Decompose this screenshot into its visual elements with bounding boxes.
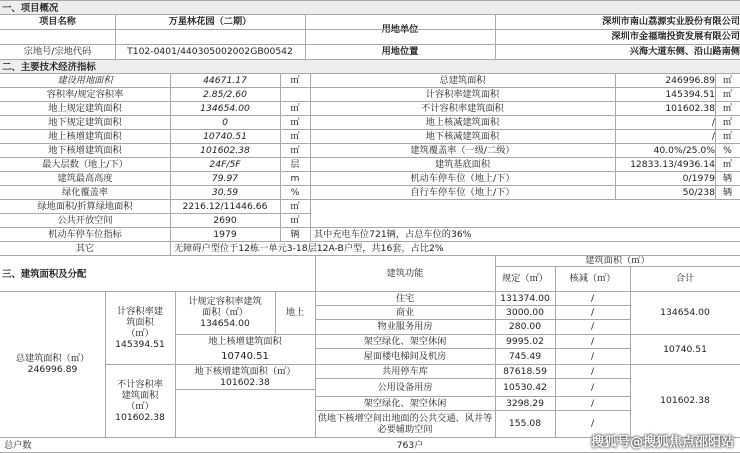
spec-label-2: 面积（㎡）: [202, 307, 248, 318]
indicator-ru: ㎡: [722, 116, 733, 128]
section1-title: 一、项目概况: [2, 3, 59, 14]
households-value: 763户: [396, 439, 424, 451]
sum-below: 101602.38: [660, 395, 710, 406]
project-name-label: 项目名称: [39, 16, 76, 27]
parcel-code: T102-0401/440305002002GB00542: [127, 46, 293, 57]
function-row-a: /: [590, 381, 595, 393]
location: 兴海大道东侧、沿山路南侧: [629, 46, 740, 57]
indicator-lv: 0: [222, 116, 228, 128]
nonfar-label-2: 建筑面积: [121, 389, 159, 401]
land-unit-2: 深圳市金福瑞投资发展有限公司: [611, 31, 740, 42]
nonfar-area-cell: [105, 364, 175, 437]
function-row-s: 3000.00: [506, 306, 544, 318]
indicator-l: 容积率/规定容积率: [46, 88, 124, 100]
other-note: 无障碍户型位于12栋一单元3-18层12A-B户型，共16套，占比2%: [174, 242, 444, 254]
grid-line: [175, 291, 176, 437]
grid-line: [0, 185, 740, 186]
indicator-r: 地上核减建筑面积: [425, 116, 500, 128]
grid-line: [170, 241, 171, 255]
section3-title: 三、建筑面积及分配: [2, 269, 87, 280]
function-row-s: 745.49: [508, 350, 542, 362]
total-area-cell: [0, 291, 105, 437]
function-row-s: 3298.29: [506, 397, 544, 409]
grid-line: [495, 29, 740, 30]
indicator-l: 地下核增建筑面积: [48, 144, 122, 156]
indicator-lv: 134654.00: [200, 102, 250, 114]
indicator-r: 总建筑面积: [439, 74, 486, 86]
indicator-r: 地下核减建筑面积: [425, 130, 500, 142]
grid-line: [0, 0, 740, 1]
far-value: 145394.51: [115, 338, 165, 350]
indicator-l: 建设用地面积: [57, 74, 113, 86]
indicator-lu: 层: [290, 158, 300, 170]
indicator-r: 自行车停车位（地上/下）: [410, 186, 515, 198]
grid-line: [495, 14, 496, 59]
function-row-f: 住宅: [395, 292, 415, 304]
indicator-ru: ㎡: [722, 88, 733, 100]
grid-line: [495, 255, 496, 437]
indicator-lu: ㎡: [290, 130, 300, 142]
indicator-lu: m: [290, 172, 300, 184]
indicator-l: 绿化覆盖率: [62, 186, 108, 198]
function-row-a: /: [590, 397, 595, 409]
grid-line: [175, 334, 740, 335]
function-row-s: 131374.00: [500, 292, 550, 304]
grid-line: [0, 291, 740, 292]
far-label-1: 计容积率建: [117, 305, 163, 317]
grid-line: [315, 378, 630, 379]
grid-line: [555, 266, 556, 437]
indicator-lu: [280, 87, 310, 101]
grid-line: [0, 101, 740, 102]
land-unit-1: 深圳市南山荔源实业股份有限公司: [602, 16, 740, 27]
households-label: 总户数: [4, 439, 32, 451]
indicator-ru: %: [723, 144, 732, 156]
function-row-f: 商业: [395, 306, 415, 318]
total-area-label: 总建筑面积（㎡）: [15, 353, 90, 364]
parking-value: 1979: [213, 228, 237, 240]
watermark: 搜狐号@搜狐焦点邵阳站: [590, 435, 734, 450]
indicator-lu: ㎡: [290, 116, 300, 128]
spec-header: 规定（㎡）: [502, 273, 548, 284]
indicator-lv: 79.97: [211, 172, 239, 184]
below-add-label: 地下核增建筑面积（㎡）: [194, 365, 296, 377]
grid-line: [310, 73, 311, 241]
section1-band: [0, 0, 740, 14]
function-row-f: 共用停车库: [382, 365, 428, 377]
function-row-f: 架空绿化、架空休闲: [363, 397, 447, 409]
indicator-l: 地上核增建筑面积: [48, 130, 122, 142]
indicator-lv: 101602.38: [200, 144, 250, 156]
indicator-r: 机动车停车位（地上/下）: [410, 172, 515, 184]
far-label-2: 筑面积: [126, 316, 154, 328]
project-name: 万星林花园（二期）: [168, 16, 252, 27]
indicator-ru: 辆: [722, 186, 733, 198]
function-row-s: 155.08: [508, 418, 542, 429]
function-row-s: 280.00: [508, 321, 542, 332]
grid-line: [280, 73, 281, 241]
grid-line: [275, 291, 276, 334]
indicator-ru: ㎡: [722, 74, 733, 86]
sum-above: 134654.00: [660, 307, 710, 318]
indicator-l: 地上规定建筑面积: [48, 102, 122, 114]
grid-line: [115, 14, 116, 59]
indicator-lu: %: [290, 186, 300, 198]
green-value: 2216.12/11446.66: [182, 200, 268, 212]
grid-line: [170, 73, 171, 241]
indicator-lv: 24F/5F: [209, 158, 241, 170]
grid-line: [0, 157, 740, 158]
grid-line: [0, 14, 740, 15]
grid-line: [0, 44, 740, 45]
public-value: 2690: [213, 214, 237, 226]
function-row-f: 架空绿化、架空休闲: [363, 335, 447, 347]
function-row-s: 9995.02: [506, 335, 544, 347]
spec-label-1: 计规定容积率建筑: [188, 296, 262, 307]
indicator-rv: /: [711, 130, 715, 142]
grid-line: [315, 305, 630, 306]
indicator-rv: /: [711, 116, 715, 128]
function-row-a: /: [590, 321, 595, 332]
grid-line: [615, 73, 616, 199]
grid-line: [630, 266, 631, 437]
section2-title: 二、主要技术经济指标: [2, 62, 96, 73]
parcel-label: 宗地号/宗地代码: [23, 46, 92, 57]
above-add-label: 地上核增建筑面积: [208, 335, 282, 347]
grid-line: [0, 115, 740, 116]
function-row-a: /: [590, 292, 595, 304]
above-ground-label: 地上: [285, 307, 305, 318]
indicator-lv: 2.85/2.60: [202, 88, 247, 100]
nonfar-label-3: （㎡）: [126, 400, 154, 412]
grid-line: [105, 364, 740, 365]
section2-band: [0, 59, 740, 73]
location-label: 用地位置: [381, 46, 419, 57]
grid-line: [315, 410, 630, 411]
grid-line: [0, 241, 740, 242]
indicator-ru: ㎡: [722, 102, 733, 114]
function-row-a: /: [590, 306, 595, 318]
public-label: 公共开放空间: [57, 214, 113, 226]
indicator-ru: ㎡: [722, 130, 733, 142]
spec-far-cell: [175, 291, 275, 334]
grid-line: [315, 319, 630, 320]
grid-line: [305, 14, 306, 59]
grid-line: [715, 73, 716, 199]
indicator-lu: ㎡: [290, 102, 300, 114]
indicator-lu: ㎡: [290, 74, 300, 86]
adjust-header: 核减（㎡）: [569, 273, 616, 284]
grid-line: [0, 129, 740, 130]
indicator-rv: 145394.51: [665, 88, 715, 100]
indicator-l: 最大层数（地上/下）: [42, 158, 128, 170]
grid-line: [105, 291, 106, 437]
parking-unit: 辆: [290, 228, 300, 240]
other-label: 其它: [75, 242, 95, 254]
indicator-rv: 50/238: [682, 186, 715, 198]
area-header: 建筑面积（㎡）: [585, 255, 650, 266]
grid-line: [315, 348, 630, 349]
indicator-l: 建筑最高高度: [57, 172, 113, 184]
function-row-f: 供地下核增空间出地面的公共交通、风井等必要辅助空间: [317, 412, 493, 435]
indicator-ru: ㎡: [722, 158, 733, 170]
parking-label: 机动车停车位指标: [48, 228, 122, 240]
grid-line: [0, 73, 740, 74]
function-row-f: 物业服务用房: [377, 321, 433, 332]
indicator-rv: 12833.13/4936.14: [630, 158, 715, 170]
grid-line: [0, 59, 740, 60]
grid-line: [0, 199, 740, 200]
indicator-ru: 辆: [722, 172, 733, 184]
indicator-r: 不计容积率建筑面积: [421, 102, 504, 114]
grid-line: [0, 213, 310, 214]
spec-value: 134654.00: [200, 318, 250, 329]
grid-line: [0, 171, 740, 172]
nonfar-value: 101602.38: [115, 411, 165, 423]
far-label-3: （㎡）: [126, 327, 154, 339]
indicator-r: 建筑覆盖率（一级/二级）: [410, 144, 515, 156]
total-header: 合计: [675, 273, 695, 284]
land-unit-label: 用地单位: [381, 23, 419, 35]
total-area-value: 246996.89: [27, 364, 78, 375]
indicator-r: 计容积率建筑面积: [425, 88, 500, 100]
function-row-f: 公用设备用房: [377, 381, 433, 393]
grid-line: [0, 87, 740, 88]
function-row-a: /: [590, 350, 595, 362]
indicator-rv: 101602.38: [665, 102, 715, 114]
grid-line: [0, 255, 740, 256]
function-header: 建筑功能: [386, 267, 424, 279]
above-add-value: 10740.51: [221, 350, 269, 362]
indicator-rv: 0/1979: [682, 172, 715, 184]
function-row-a: /: [590, 418, 595, 429]
far-area-cell: [105, 291, 175, 364]
indicator-lu: ㎡: [290, 144, 300, 156]
indicator-lv: 30.59: [211, 186, 239, 198]
grid-line: [315, 396, 630, 397]
below-add-cell: [175, 364, 315, 389]
grid-line: [495, 266, 740, 267]
indicator-rv: 40.0%/25.0%: [653, 144, 715, 156]
function-row-f: 屋面楼电梯间及机房: [363, 350, 447, 362]
indicator-l: 地下规定建筑面积: [48, 116, 122, 128]
sum-above-add: 10740.51: [663, 343, 707, 355]
green-unit: ㎡: [290, 200, 300, 212]
below-add-value: 101602.38: [220, 376, 270, 388]
indicator-r: 建筑基底面积: [434, 158, 491, 170]
indicator-lv: 10740.51: [203, 130, 247, 142]
indicator-rv: 246996.89: [665, 74, 715, 86]
nonfar-label-1: 不计容积率: [117, 378, 163, 390]
function-row-s: 87618.59: [503, 365, 547, 377]
grid-line: [315, 255, 316, 437]
parking-note: 其中充电车位721辆，占总车位的36%: [314, 228, 472, 240]
grid-line: [0, 227, 740, 228]
grid-line: [175, 389, 315, 390]
function-row-s: 10530.42: [503, 381, 547, 393]
grid-line: [0, 143, 740, 144]
public-unit: ㎡: [290, 214, 300, 226]
indicator-lv: 44671.17: [203, 74, 247, 86]
green-label: 绿地面积/折算绿地面积: [37, 200, 133, 212]
function-row-a: /: [590, 365, 595, 377]
function-row-a: /: [590, 335, 595, 347]
